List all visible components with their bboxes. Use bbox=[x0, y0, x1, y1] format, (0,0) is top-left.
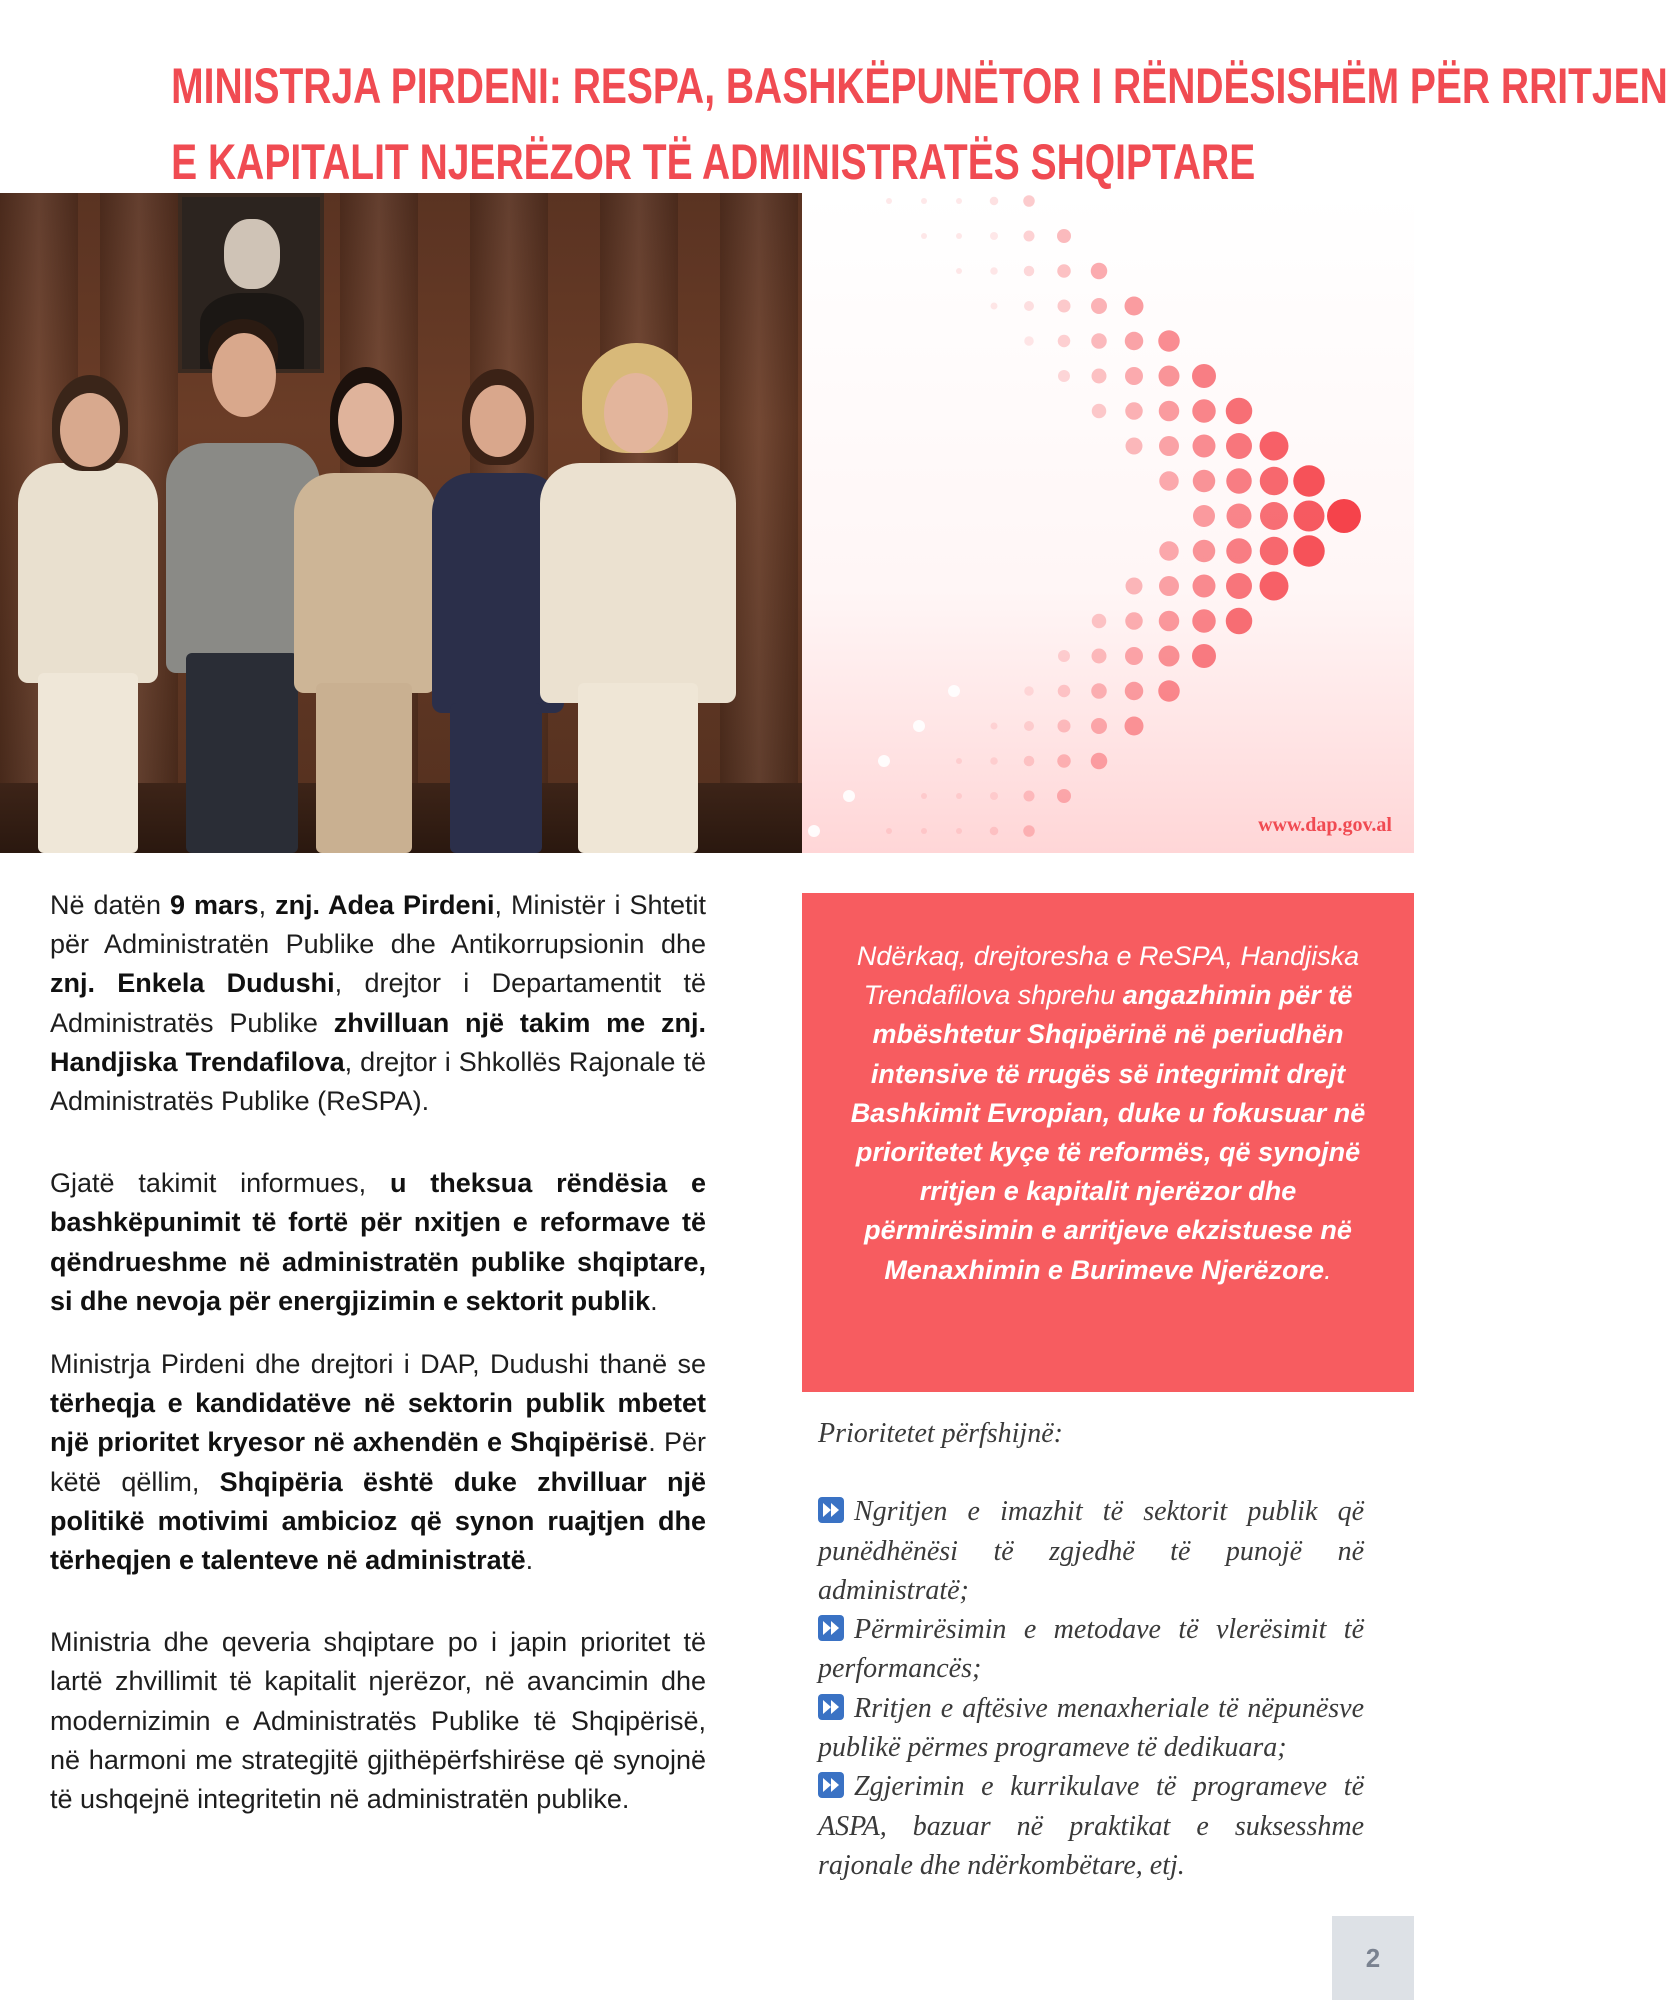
decorative-dot bbox=[1293, 465, 1325, 497]
decorative-dot bbox=[1024, 791, 1035, 802]
priority-item: Përmirësimin e metodave të vlerësimit të performancës; bbox=[818, 1614, 1364, 1685]
decorative-dot bbox=[956, 793, 962, 799]
decorative-dot bbox=[956, 268, 962, 274]
decorative-dot bbox=[1193, 575, 1216, 598]
decorative-dot bbox=[1260, 537, 1289, 566]
decorative-dot bbox=[886, 198, 892, 204]
decorative-dot bbox=[1091, 718, 1107, 734]
decorative-dot bbox=[1327, 499, 1361, 533]
decorative-dot bbox=[990, 792, 998, 800]
article-body bbox=[50, 886, 706, 1843]
decorative-dot bbox=[1226, 468, 1252, 494]
article-paragraph: Ministria dhe qeveria shqiptare po i japin prioritet të lartë zhvillimit të kapitalit njerëzor, në avancimin dhe modernizimin e Administratës Publike të Shqipërisë, në harmoni me strategjitë gjithëpërfshirëse që synojnë të ushqejnë integritetin në administratën publike. bbox=[50, 1627, 706, 1815]
title-line-1: MINISTRJA PIRDENI: RESPA, BASHKËPUNËTOR I RËNDËSISHËM PËR RRITJEN bbox=[171, 57, 1668, 114]
fast-forward-icon bbox=[818, 1772, 844, 1798]
decorative-dot bbox=[1159, 366, 1180, 387]
decorative-dot bbox=[1260, 572, 1289, 601]
decorative-dot bbox=[843, 790, 855, 802]
decorative-dot bbox=[948, 685, 960, 697]
decorative-dot bbox=[1024, 686, 1034, 696]
decorative-dot bbox=[1260, 502, 1288, 530]
priorities-intro: Prioritetet përfshijnë: bbox=[818, 1418, 1063, 1449]
decorative-dot bbox=[1125, 332, 1144, 351]
decorative-dot bbox=[1158, 330, 1180, 352]
decorative-dot bbox=[1058, 720, 1071, 733]
decorative-dot bbox=[1159, 401, 1180, 422]
website-link[interactable]: www.dap.gov.al bbox=[1258, 814, 1392, 836]
page-title bbox=[171, 48, 1668, 200]
decorative-dot bbox=[990, 232, 998, 240]
decorative-dot bbox=[1126, 578, 1143, 595]
decorative-dot bbox=[990, 197, 999, 206]
fast-forward-icon bbox=[818, 1694, 844, 1720]
decorative-dot bbox=[1125, 717, 1144, 736]
decorative-dot bbox=[956, 828, 962, 834]
decorative-dot bbox=[1057, 789, 1071, 803]
decorative-dot bbox=[991, 303, 998, 310]
fast-forward-icon bbox=[818, 1615, 844, 1641]
decorative-dot bbox=[921, 828, 927, 834]
decorative-dot bbox=[1092, 404, 1107, 419]
decorative-dot bbox=[956, 198, 962, 204]
priority-item: Zgjerimin e kurrikulave të programeve të ASPA, bazuar në praktikat e suksesshme rajonale dhe ndërkombëtare, etj. bbox=[818, 1771, 1364, 1881]
decorative-dot bbox=[1159, 646, 1180, 667]
decorative-dot bbox=[1058, 300, 1071, 313]
decorative-dot bbox=[1024, 301, 1034, 311]
decorative-dot bbox=[1193, 470, 1216, 493]
decorative-dot bbox=[1192, 364, 1216, 388]
decorative-dot bbox=[921, 233, 927, 239]
decorative-dot bbox=[956, 758, 962, 764]
decorative-dot bbox=[886, 828, 892, 834]
decorative-dot bbox=[1226, 433, 1252, 459]
decorative-dot bbox=[1192, 399, 1216, 423]
decorative-dot bbox=[921, 793, 927, 799]
decorative-dot bbox=[1057, 264, 1071, 278]
decorative-dot bbox=[1193, 505, 1215, 527]
decorative-dot bbox=[990, 757, 998, 765]
decorative-dot bbox=[1226, 573, 1252, 599]
decorative-dot bbox=[1125, 612, 1143, 630]
decorative-dot bbox=[990, 827, 999, 836]
decorative-dot bbox=[956, 233, 962, 239]
decorative-dot bbox=[1158, 680, 1180, 702]
decorative-dot bbox=[1159, 471, 1179, 491]
decorative-dot bbox=[1023, 195, 1035, 207]
decorative-dot bbox=[1092, 369, 1107, 384]
priorities-list bbox=[818, 1414, 1364, 1885]
fast-forward-icon bbox=[818, 1497, 844, 1523]
decorative-dot bbox=[1091, 298, 1107, 314]
decorative-dot bbox=[1294, 501, 1325, 532]
decorative-dot bbox=[1193, 540, 1216, 563]
decorative-dot bbox=[1125, 682, 1144, 701]
decorative-dot bbox=[1193, 435, 1216, 458]
decorative-dot bbox=[1057, 754, 1071, 768]
decorative-dot bbox=[1092, 649, 1107, 664]
decorative-dot bbox=[1125, 297, 1144, 316]
article-paragraph: Në datën 9 mars, znj. Adea Pirdeni, Ministër i Shtetit për Administratën Publike dhe Antikorrupsionin dhe znj. Enkela Dudushi, drejtor i Departamentit të Administratës Publike zhvilluan një takim me znj. Handjiska Trendafilova, drejtor i Shkollës Rajonale të Administratës Publike (ReSPA). bbox=[50, 890, 707, 1117]
decorative-dot bbox=[1058, 685, 1071, 698]
decorative-dot bbox=[1226, 608, 1253, 635]
decorative-dot bbox=[1091, 263, 1108, 280]
decorative-dot bbox=[878, 755, 890, 767]
decorative-dot bbox=[1192, 609, 1216, 633]
decorative-dot bbox=[1058, 335, 1071, 348]
decorative-dot bbox=[990, 267, 998, 275]
decorative-dot bbox=[1159, 541, 1179, 561]
decorative-dot bbox=[1125, 367, 1143, 385]
decorative-dot bbox=[808, 825, 820, 837]
priority-item: Rritjen e aftësive menaxheriale të nëpunësve publikë përmes programeve të dedikuara; bbox=[818, 1692, 1364, 1764]
page-number: 2 bbox=[1332, 1916, 1414, 2000]
decorative-dot bbox=[1024, 231, 1035, 242]
decorative-dot bbox=[1058, 650, 1070, 662]
article-paragraph: Ministrja Pirdeni dhe drejtori i DAP, Dudushi thanë se tërheqja e kandidatëve në sektorin publik mbetet një prioritet kryesor në axhendën e Shqipërisë. Për këtë qëllim, Shqipëria është duke zhvilluar një politikë motivimi ambicioz që synon ruajtjen dhe tërheqjen e talenteve në administratë. bbox=[50, 1349, 707, 1576]
decorative-dot bbox=[1125, 402, 1143, 420]
decorative-dot bbox=[1092, 614, 1107, 629]
title-line-2: E KAPITALIT NJERËZOR TË ADMINISTRATËS SHQIPTARE bbox=[171, 133, 1256, 190]
decorative-dot bbox=[1192, 644, 1216, 668]
decorative-dot bbox=[1024, 266, 1035, 277]
meeting-photo bbox=[0, 193, 802, 853]
decorative-dot bbox=[1024, 721, 1034, 731]
decorative-dot bbox=[1057, 229, 1071, 243]
article-paragraph: Gjatë takimit informues, u theksua rëndësia e bashkëpunimit të fortë për nxitjen e reformave të qëndrueshme në administratën publike shqiptare, si dhe nevoja për energjizimin e sektorit publik. bbox=[50, 1168, 706, 1316]
decorative-dot bbox=[1058, 370, 1070, 382]
quote-box bbox=[802, 893, 1414, 1392]
decorative-dot bbox=[921, 198, 927, 204]
decorative-dot bbox=[1159, 611, 1180, 632]
decorative-dot bbox=[1091, 333, 1107, 349]
decorative-dot bbox=[1159, 576, 1179, 596]
decorative-dot bbox=[1226, 538, 1252, 564]
decorative-dot bbox=[1260, 432, 1289, 461]
decorative-dot bbox=[1260, 467, 1289, 496]
decorative-dot bbox=[1159, 436, 1179, 456]
decorative-dot bbox=[1227, 504, 1252, 529]
quote-text: Ndërkaq, drejtoresha e ReSPA, Handjiska Trendafilova shprehu angazhimin për të mbështetur Shqipërinë në periudhën intensive të rrugës së integrimit drejt Bashkimit Evropian, duke u fokusuar në prioritetet kyçe të reformës, që synojnë rritjen e kapitalit njerëzor dhe përmirësimin e arritjeve ekzistuese në Menaxhimin e Burimeve Njerëzore. bbox=[850, 941, 1366, 1285]
decorative-dot bbox=[1125, 647, 1143, 665]
decorative-dots-arrow bbox=[802, 193, 1414, 853]
decorative-dot bbox=[991, 723, 998, 730]
decorative-dot bbox=[1226, 398, 1253, 425]
decorative-dot bbox=[1023, 825, 1035, 837]
decorative-dot bbox=[1293, 535, 1325, 567]
priority-item: Ngritjen e imazhit të sektorit publik që punëdhënësi të zgjedhë të punojë në administratë; bbox=[818, 1496, 1364, 1606]
decorative-dot bbox=[913, 720, 925, 732]
decorative-dot bbox=[1126, 438, 1143, 455]
decorative-dot bbox=[1024, 756, 1035, 767]
decorative-dot bbox=[1091, 753, 1108, 770]
decorative-dot bbox=[1091, 683, 1107, 699]
decorative-dot bbox=[1024, 336, 1034, 346]
